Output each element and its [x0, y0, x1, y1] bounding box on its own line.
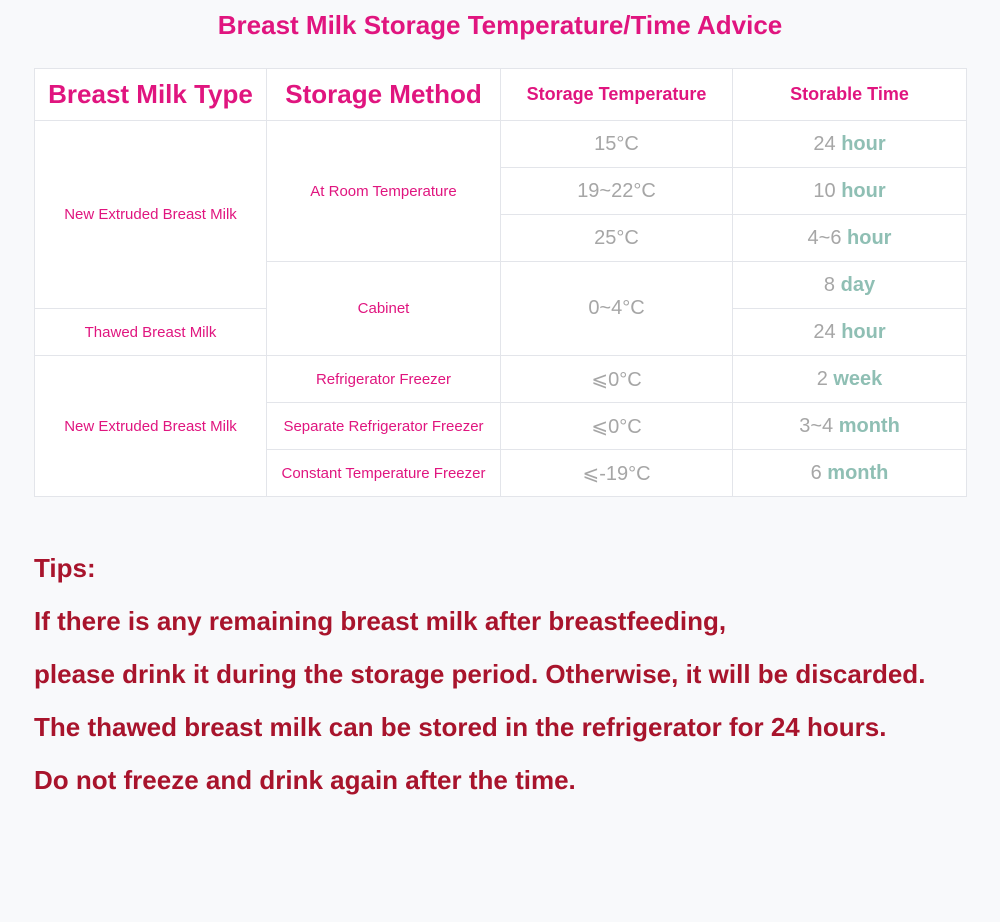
cell-temperature: 0~4°C — [501, 262, 733, 356]
cell-temperature: ⩽-19°C — [501, 450, 733, 497]
time-unit: hour — [841, 179, 886, 202]
cell-milk-type: New Extruded Breast Milk — [35, 356, 267, 497]
cell-storable-time — [733, 309, 967, 356]
cell-temperature: 19~22°C — [501, 168, 733, 215]
cell-storage-method: Constant Temperature Freezer — [267, 450, 501, 497]
time-value: 2 — [816, 367, 828, 390]
time-value: 24 — [813, 320, 836, 343]
cell-storable-time — [733, 215, 967, 262]
cell-storable-time — [733, 403, 967, 450]
cell-milk-type: Thawed Breast Milk — [35, 309, 267, 356]
page-title: Breast Milk Storage Temperature/Time Advice — [217, 10, 783, 40]
table-row — [35, 356, 967, 403]
cell-storage-method: Separate Refrigerator Freezer — [267, 403, 501, 450]
tips-line: Do not freeze and drink again after the time. — [34, 765, 576, 795]
cell-temperature: 25°C — [501, 215, 733, 262]
header-storage-temperature: Storage Temperature — [501, 69, 733, 121]
cell-milk-type: New Extruded Breast Milk — [35, 121, 267, 309]
cell-storage-method: Cabinet — [267, 262, 501, 356]
time-value: 24 — [813, 132, 836, 155]
time-unit: day — [840, 273, 876, 296]
tips-line: The thawed breast milk can be stored in the refrigerator for 24 hours. — [34, 712, 887, 742]
cell-storable-time — [733, 121, 967, 168]
cell-storable-time — [733, 262, 967, 309]
tips-section — [34, 548, 974, 813]
storage-table — [34, 68, 967, 497]
table-row — [35, 121, 967, 168]
cell-storage-method: Refrigerator Freezer — [267, 356, 501, 403]
tips-heading: Tips: — [34, 553, 96, 583]
header-storage-method: Storage Method — [267, 69, 501, 121]
time-unit: hour — [841, 132, 886, 155]
cell-storage-method: At Room Temperature — [267, 121, 501, 262]
cell-temperature: ⩽0°C — [501, 403, 733, 450]
time-unit: hour — [847, 226, 892, 249]
table-header-row — [35, 69, 967, 121]
cell-temperature: ⩽0°C — [501, 356, 733, 403]
time-value: 3~4 — [799, 414, 834, 437]
cell-storable-time — [733, 450, 967, 497]
time-unit: hour — [841, 320, 886, 343]
tips-line: please drink it during the storage period. Otherwise, it will be discarded. — [34, 659, 926, 689]
time-unit: week — [833, 367, 883, 390]
tips-line: If there is any remaining breast milk after breastfeeding, — [34, 606, 727, 636]
time-unit: month — [827, 461, 889, 484]
time-value: 8 — [823, 273, 836, 296]
time-value: 6 — [810, 461, 822, 484]
cell-temperature: 15°C — [501, 121, 733, 168]
time-value: 4~6 — [807, 226, 842, 249]
header-milk-type: Breast Milk Type — [35, 69, 267, 121]
time-unit: month — [838, 414, 900, 437]
cell-storable-time — [733, 168, 967, 215]
cell-storable-time — [733, 356, 967, 403]
time-value: 10 — [813, 179, 836, 202]
header-storable-time: Storable Time — [733, 69, 967, 121]
